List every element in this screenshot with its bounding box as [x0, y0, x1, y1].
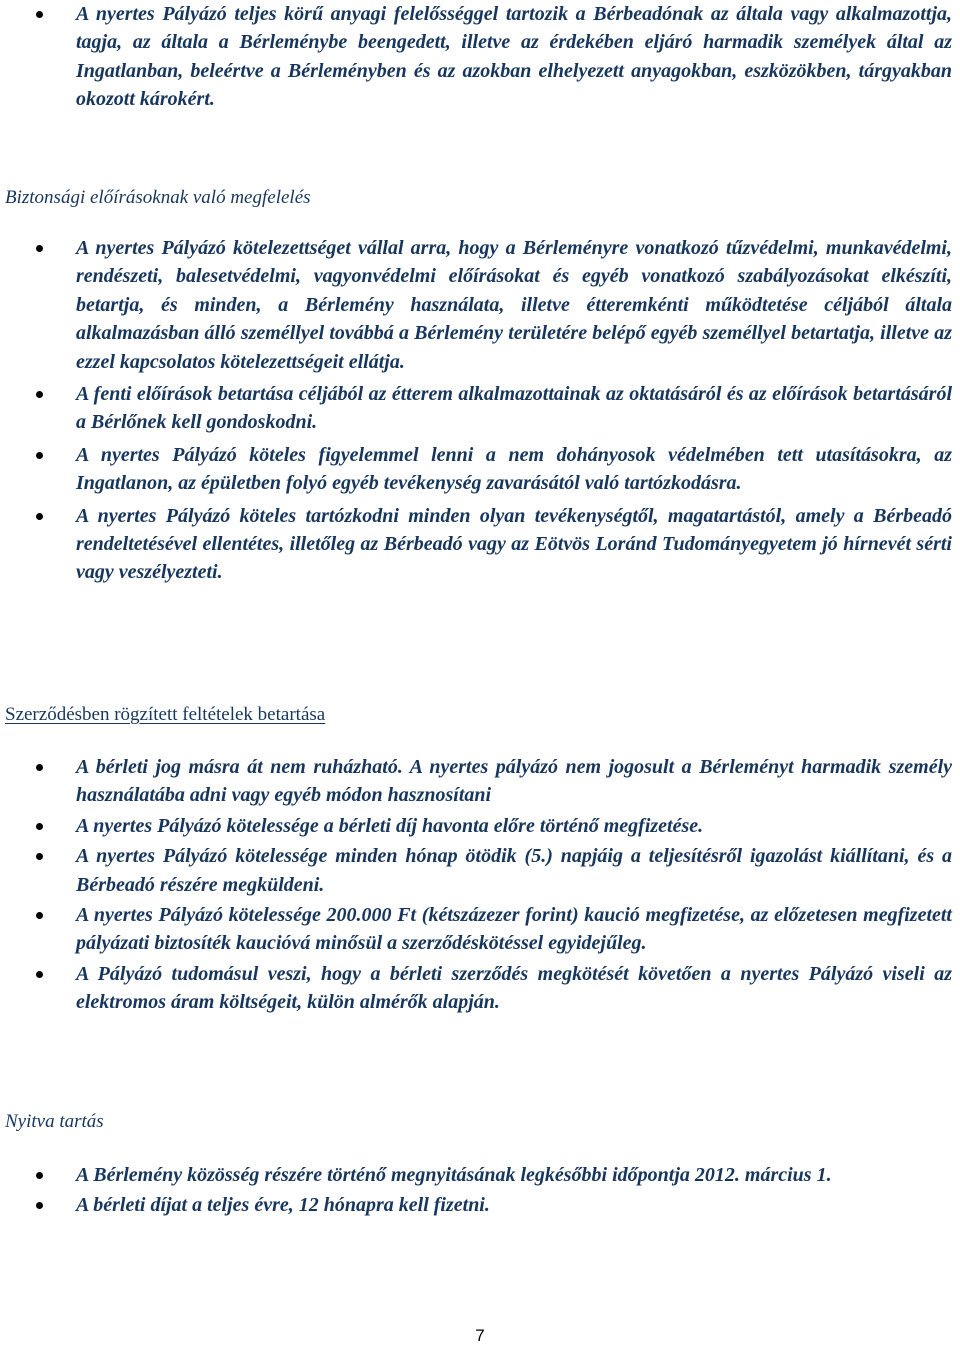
- list-item-text: A fenti előírások betartása céljából az étterem alkalmazottainak az oktatásáról és az előírások betartásáról a Bérlőnek kell gondoskodni.: [76, 383, 952, 434]
- bullet-icon: [36, 11, 43, 18]
- list-item-text: A nyertes Pályázó kötelezettséget vállal arra, hogy a Bérleményre vonatkozó tűzvédelmi, munkavédelmi, rendészeti, balesetvédelmi, vagyonvédelmi előírásokat és egyéb vonatkozó szabályozásokat elkészíti, betartja, és minden, a Bérlemény használata, illetve étteremkénti működtetése céljából általa alkalmazásban álló személlyel továbbá a Bérlemény területére belépő egyéb személlyel betartatja, illetve az ezzel kapcsolatos kötelezettségeit ellátja.: [76, 237, 952, 373]
- list-item: [0, 441, 960, 498]
- list-item: [0, 812, 960, 840]
- bullet-icon: [36, 912, 43, 919]
- list-item-text: A nyertes Pályázó köteles tartózkodni minden olyan tevékenységtől, magatartástól, amely a Bérbeadó rendeltetésével ellentétes, illetőleg az Bérbeadó vagy az Eötvös Loránd Tudományegyetem jó hírnevét sérti vagy veszélyezteti.: [76, 504, 952, 584]
- list-item: [0, 234, 960, 376]
- opening-list: [0, 1161, 960, 1220]
- list-item-text: A nyertes Pályázó köteles figyelemmel lenni a nem dohányosok védelmében tett utasításokra, az Ingatlanon, az épületben folyó egyéb tevékenység zavarásától való tartózkodásra.: [76, 443, 952, 495]
- list-item: [0, 1191, 960, 1219]
- list-item: [0, 0, 960, 114]
- list-item-text: A nyertes Pályázó teljes körű anyagi felelősséggel tartozik a Bérbeadónak az általa vagy alkalmazottja, tagja, az általa a Bérleménybe beengedett, illetve az érdekében eljáró harmadik személyek által az Ingatlanban, beleértve a Bérleményben és az azokban elhelyezett anyagokban, eszközökben, tárgyakban okozott károkért.: [76, 3, 952, 111]
- list-item: [0, 380, 960, 437]
- section-heading-contract: Szerződésben rögzített feltételek betartása: [5, 704, 326, 725]
- list-item-text: A bérleti díjat a teljes évre, 12 hónapra kell fizetni.: [76, 1194, 490, 1217]
- bullet-icon: [36, 452, 43, 459]
- intro-list: [0, 0, 960, 114]
- list-item-text: A Bérlemény közösség részére történő megnyitásának legkésőbbi időpontja 2012. március 1.: [76, 1164, 832, 1186]
- section-heading-safety: Biztonsági előírásoknak való megfelelés: [5, 187, 311, 208]
- list-item: [0, 753, 960, 810]
- bullet-icon: [36, 764, 43, 771]
- bullet-icon: [36, 245, 43, 252]
- list-item: [0, 842, 960, 899]
- safety-list: [0, 234, 960, 587]
- list-item-text: A Pályázó tudomásul veszi, hogy a bérleti szerződés megkötését követően a nyertes Pályázó viseli az elektromos áram költségeit, külön almérők alapján.: [76, 962, 952, 1014]
- section-heading-opening: Nyitva tartás: [5, 1111, 104, 1132]
- bullet-icon: [36, 513, 43, 520]
- bullet-icon: [36, 823, 43, 830]
- list-item: [0, 960, 960, 1017]
- list-item: [0, 901, 960, 958]
- list-item-text: A nyertes Pályázó kötelessége 200.000 Ft (kétszázezer forint) kaució megfizetése, az előzetesen megfizetett pályázati biztosíték kaucióvá minősül a szerződéskötéssel egyidejűleg.: [76, 904, 952, 955]
- list-item: [0, 502, 960, 587]
- bullet-icon: [36, 391, 43, 398]
- bullet-icon: [36, 1202, 43, 1209]
- bullet-icon: [36, 971, 43, 978]
- contract-list: [0, 753, 960, 1017]
- bullet-icon: [36, 1172, 43, 1179]
- page-number: 7: [475, 1326, 485, 1345]
- list-item-text: A nyertes Pályázó kötelessége minden hónap ötödik (5.) napjáig a teljesítésről igazolást kiállítani, és a Bérbeadó részére megküldeni.: [76, 845, 952, 896]
- list-item: [0, 1161, 960, 1189]
- list-item-text: A nyertes Pályázó kötelessége a bérleti díj havonta előre történő megfizetése.: [76, 814, 704, 837]
- bullet-icon: [36, 853, 43, 860]
- list-item-text: A bérleti jog másra át nem ruházható. A nyertes pályázó nem jogosult a Bérleményt harmadik személy használatába adni vagy egyéb módon hasznosítani: [76, 756, 952, 807]
